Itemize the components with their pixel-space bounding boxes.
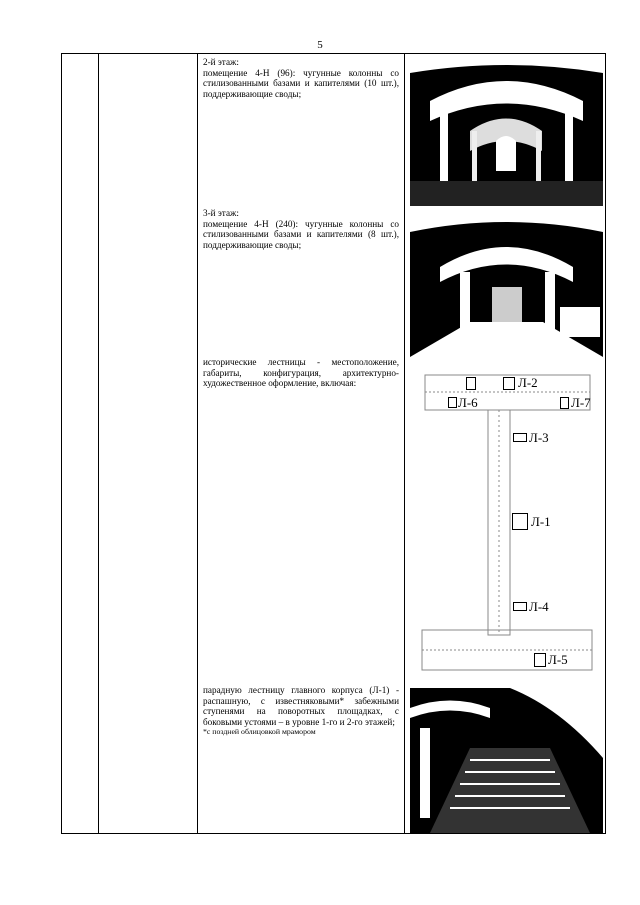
stair-marker <box>466 377 476 390</box>
section-2nd-floor <box>203 57 399 99</box>
stair-marker <box>560 397 569 409</box>
stair-marker <box>503 377 515 390</box>
plan-label-l7: Л-7 <box>571 395 591 410</box>
interior-photo-main-staircase <box>410 688 603 833</box>
floor-plan <box>410 365 603 675</box>
plan-label-l2: Л-2 <box>518 375 538 390</box>
stair-marker <box>534 653 546 667</box>
column-divider <box>98 54 99 833</box>
stair-marker <box>512 513 528 530</box>
column-divider <box>404 54 405 833</box>
section-text: помещение 4-Н (240): чугунные колонны со стилизованными базами и капителями (8 шт.), поддерживающие своды; <box>203 218 399 250</box>
plan-label-l3: Л-3 <box>529 430 549 445</box>
stair-marker <box>448 397 457 408</box>
interior-photo-2nd-floor <box>410 61 603 206</box>
column-divider <box>197 54 198 833</box>
plan-label-l1: Л-1 <box>531 514 551 529</box>
section-text: помещение 4-Н (96): чугунные колонны со стилизованными базами и капителями (10 шт.), поддерживающие своды; <box>203 67 399 99</box>
section-text: исторические лестницы - местоположение, габариты, конфигурация, архитектурно-художественное оформление, включая: <box>203 357 399 389</box>
section-title: 2-й этаж: <box>203 57 239 67</box>
plan-label-l5: Л-5 <box>548 652 568 667</box>
stair-marker <box>513 602 527 611</box>
plan-label-l4: Л-4 <box>529 599 549 614</box>
section-title: 3-й этаж: <box>203 208 239 218</box>
section-historic-stairs <box>203 357 399 389</box>
footnote: *с поздней облицовкой мрамором <box>203 727 316 737</box>
section-text: парадную лестницу главного корпуса (Л-1) - распашную, с известняковыми* забежными ступенями на поворотных площадках, с боковыми устоями – в уровне 1-го и 2-го этажей; <box>203 685 399 727</box>
section-main-staircase <box>203 685 399 736</box>
interior-photo-3rd-floor <box>410 212 603 357</box>
plan-label-l6: Л-6 <box>458 395 478 410</box>
section-3rd-floor <box>203 208 399 250</box>
stair-marker <box>513 433 527 442</box>
page-number: 5 <box>317 39 323 51</box>
